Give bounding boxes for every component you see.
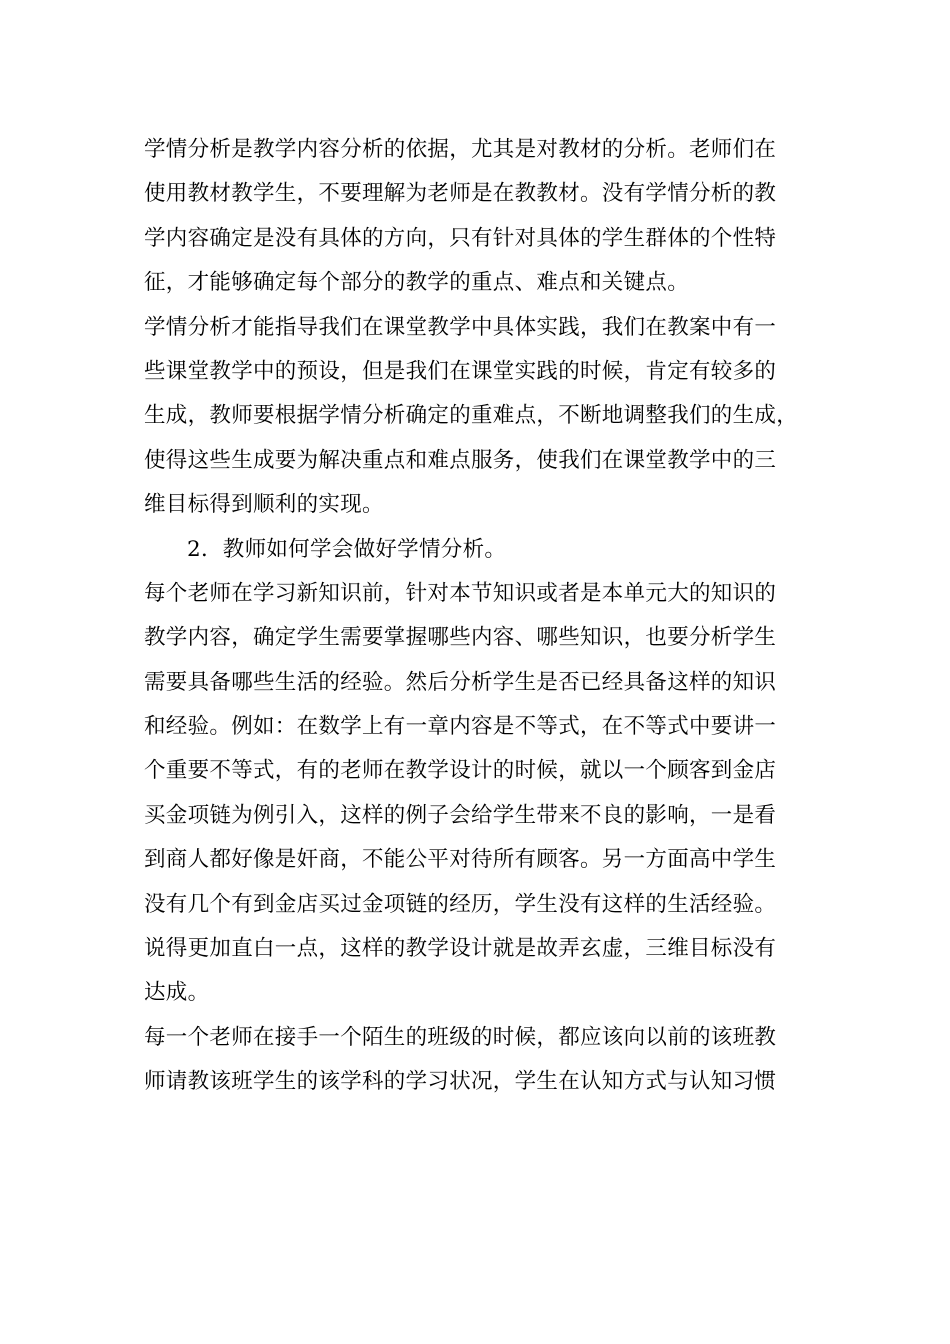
text-line: 些课堂教学中的预设，但是我们在课堂实践的时候，肯定有较多的 (144, 358, 777, 384)
text-line: 使得这些生成要为解决重点和难点服务，使我们在课堂教学中的三 (144, 447, 777, 473)
text-line: 学内容确定是没有具体的方向，只有针对具体的学生群体的个性特 (144, 225, 777, 251)
text-line: 达成。 (144, 980, 210, 1006)
document-body (144, 128, 806, 1105)
section-heading: 2．教师如何学会做好学情分析。 (187, 536, 507, 562)
text-line: 说得更加直白一点，这样的教学设计就是故弄玄虚，三维目标没有 (144, 936, 777, 962)
text-line: 生成，教师要根据学情分析确定的重难点，不断地调整我们的生成， (144, 403, 799, 429)
text-line: 需要具备哪些生活的经验。然后分析学生是否已经具备这样的知识 (144, 669, 777, 695)
text-line: 学情分析才能指导我们在课堂教学中具体实践，我们在教案中有一 (144, 314, 777, 340)
text-line: 没有几个有到金店买过金项链的经历，学生没有这样的生活经验。 (144, 891, 777, 917)
text-line: 使用教材教学生，不要理解为老师是在教教材。没有学情分析的教 (144, 181, 777, 207)
text-line: 师请教该班学生的该学科的学习状况，学生在认知方式与认知习惯 (144, 1069, 777, 1095)
text-line: 学情分析是教学内容分析的依据，尤其是对教材的分析。老师们在 (144, 137, 777, 162)
text-line: 和经验。例如：在数学上有一章内容是不等式，在不等式中要讲一 (144, 714, 777, 740)
text-line: 个重要不等式，有的老师在教学设计的时候，就以一个顾客到金店 (144, 758, 777, 784)
text-line: 教学内容，确定学生需要掌握哪些内容、哪些知识，也要分析学生 (144, 625, 777, 651)
text-line: 每个老师在学习新知识前，针对本节知识或者是本单元大的知识的 (144, 580, 777, 606)
text-line: 维目标得到顺利的实现。 (144, 492, 384, 518)
text-line: 每一个老师在接手一个陌生的班级的时候，都应该向以前的该班教 (144, 1024, 777, 1050)
text-line: 买金项链为例引入，这样的例子会给学生带来不良的影响，一是看 (144, 802, 777, 828)
text-line: 到商人都好像是奸商，不能公平对待所有顾客。另一方面高中学生 (144, 847, 777, 873)
text-line: 征，才能够确定每个部分的教学的重点、难点和关键点。 (144, 270, 690, 296)
